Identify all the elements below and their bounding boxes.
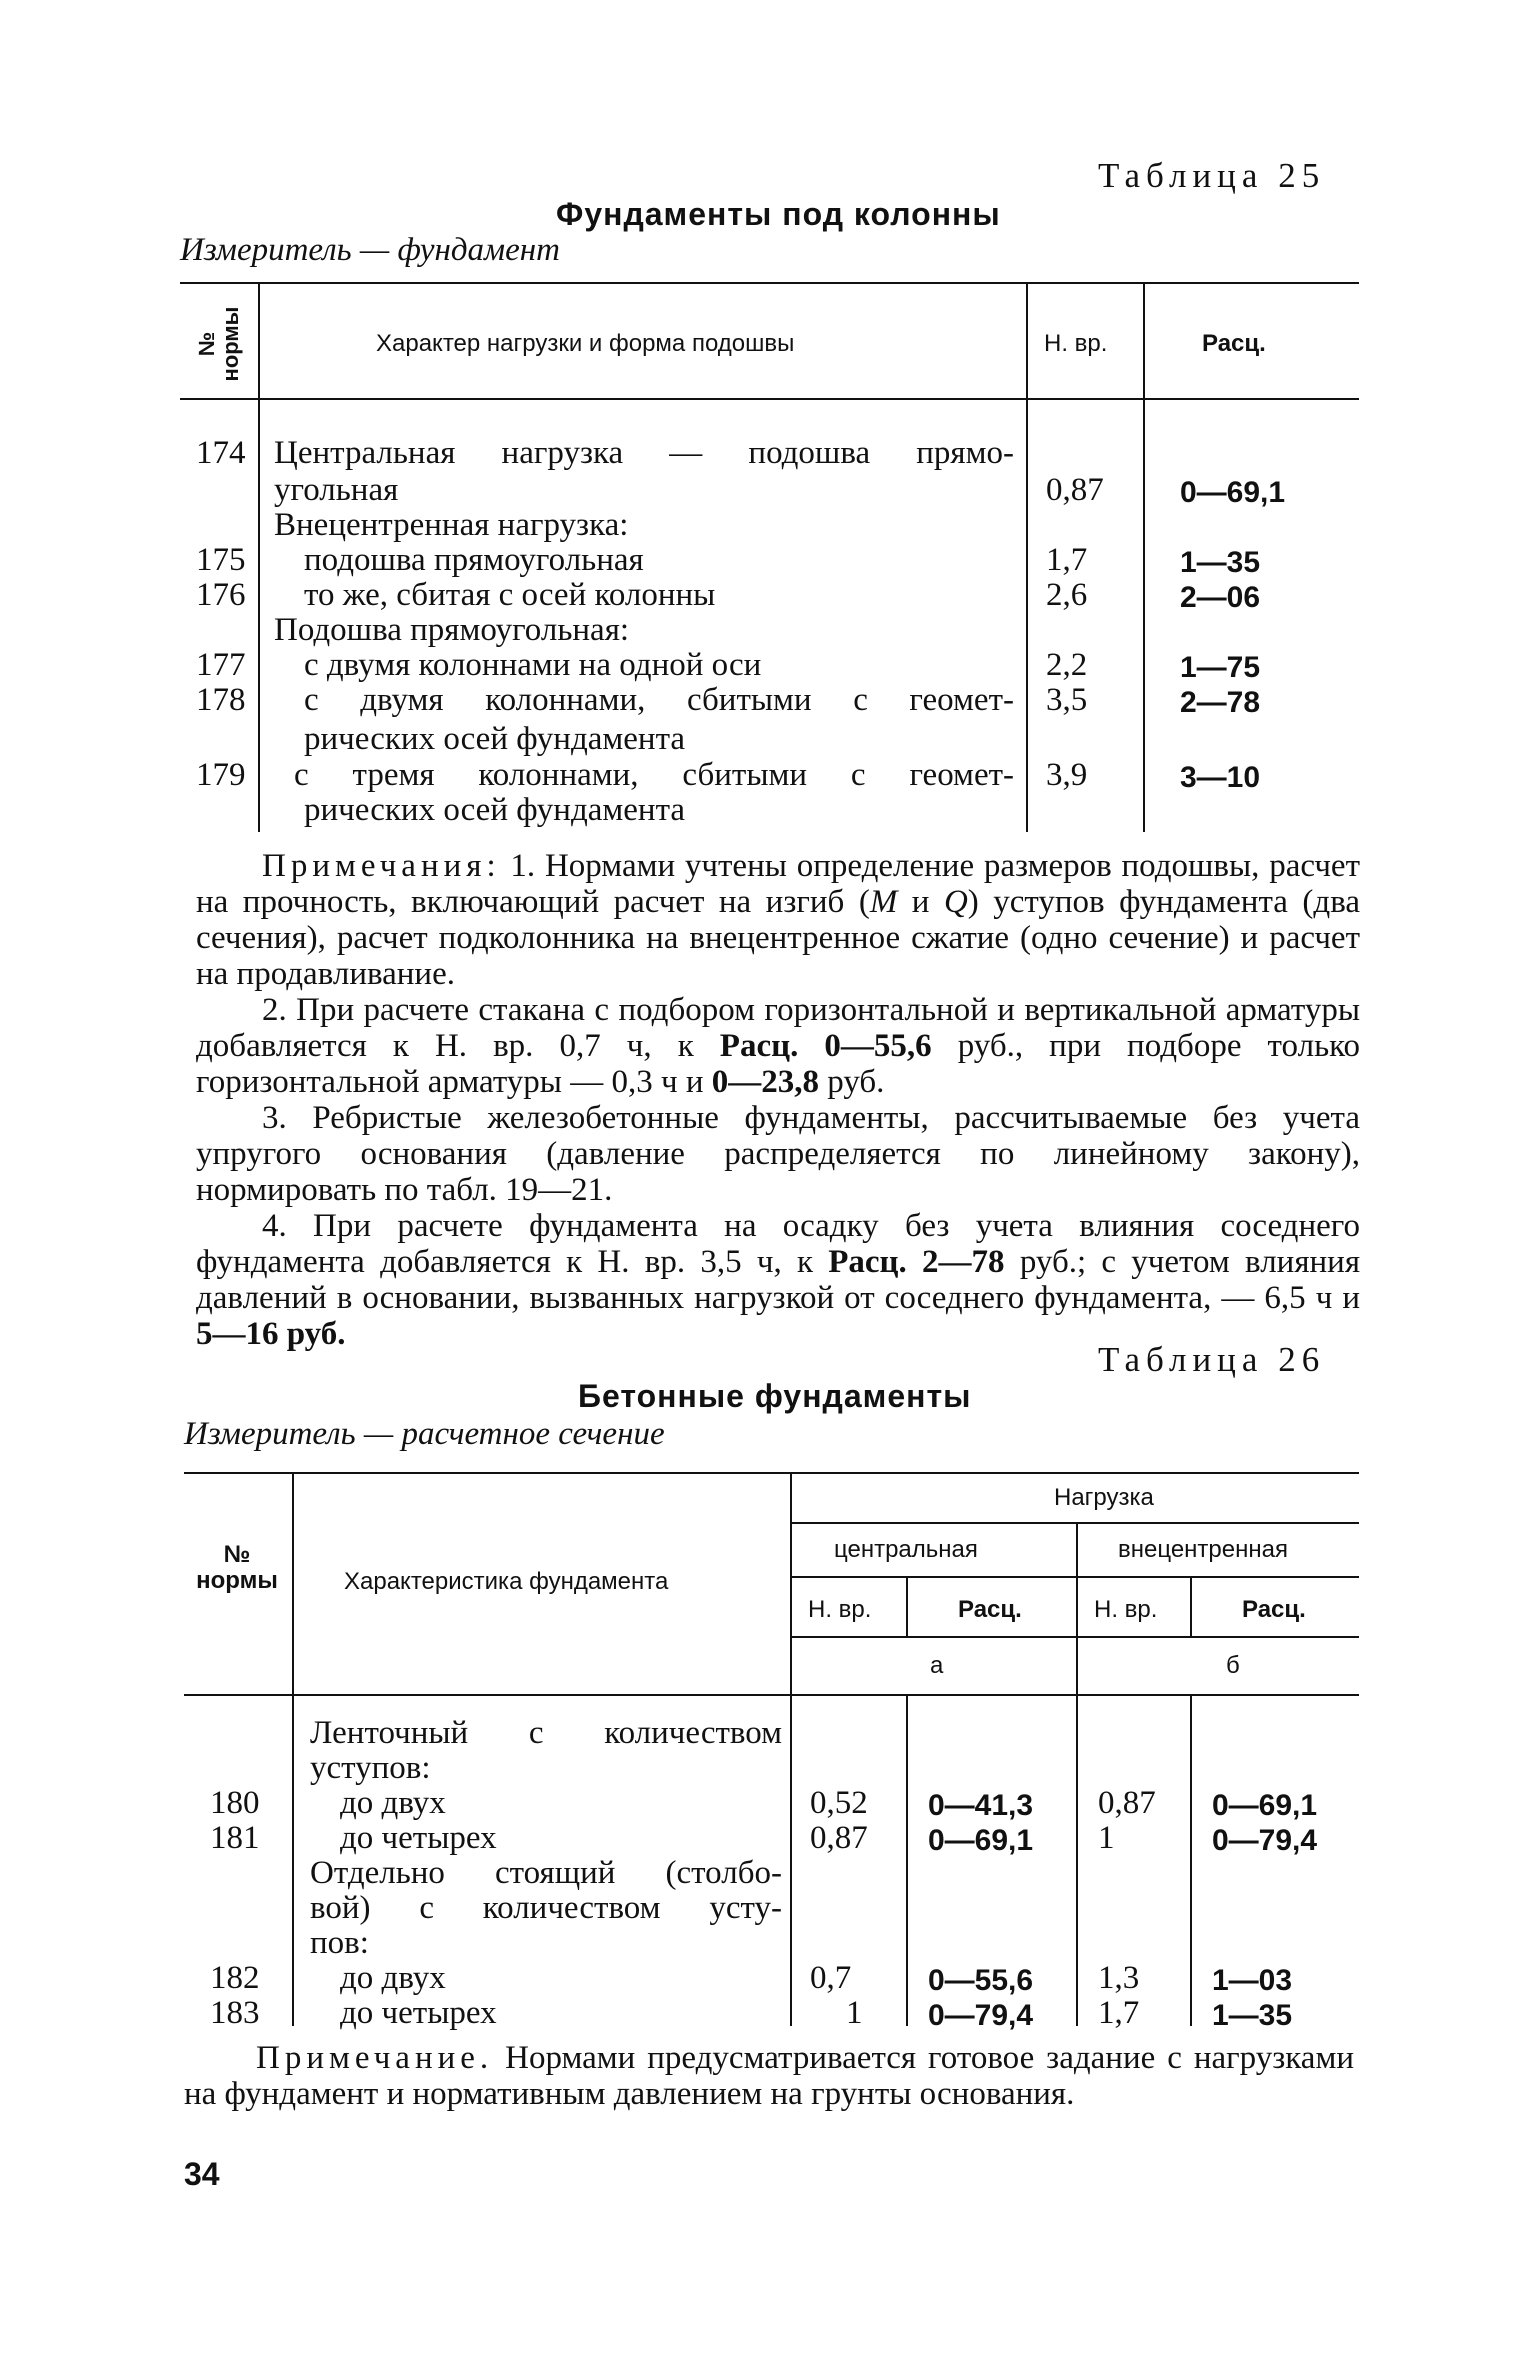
table-row-number: 176 <box>196 577 246 613</box>
table-26-header-rasc-a: Расц. <box>958 1596 1022 1623</box>
table-26-measure: Измеритель — расчетное сечение <box>184 1416 665 1452</box>
table-cell-rasc-central: 0—55,6 <box>928 1964 1034 1997</box>
table-26-divider <box>1076 1524 1078 2026</box>
table-26-header-col-b: б <box>1226 1652 1240 1679</box>
table-cell-nvr: 3,5 <box>1046 682 1088 718</box>
table-cell-description: Внецентренная нагрузка: <box>274 507 629 543</box>
table-row-number: 181 <box>210 1820 260 1856</box>
table-26-divider <box>292 1474 294 2026</box>
table-26-title: Бетонные фундаменты <box>578 1378 972 1414</box>
table-cell-description: до четырех <box>340 1995 497 2031</box>
table-25-header-no: № нормы <box>194 306 243 382</box>
table-25-notes <box>196 848 1360 1352</box>
table-26-subrule <box>790 1576 1359 1578</box>
table-cell-nvr-eccentric: 0,87 <box>1098 1785 1156 1821</box>
table-row-number: 177 <box>196 647 246 683</box>
table-cell-rasc: 1—35 <box>1180 546 1261 579</box>
table-cell-description: угольная <box>274 472 399 508</box>
table-cell-rasc-eccentric: 1—03 <box>1212 1964 1293 1997</box>
table-cell-nvr: 2,2 <box>1046 647 1088 683</box>
table-cell-nvr-central: 1 <box>846 1995 863 2031</box>
table-26-label: Таблица 26 <box>1098 1340 1326 1379</box>
table-cell-description: до четырех <box>340 1820 497 1856</box>
table-row-number: 175 <box>196 542 246 578</box>
table-25-title: Фундаменты под колонны <box>556 196 1001 232</box>
table-26-divider <box>1190 1578 1192 1636</box>
table-25-measure: Измеритель — фундамент <box>180 232 560 268</box>
table-cell-nvr: 0,87 <box>1046 472 1104 508</box>
table-cell-nvr-eccentric: 1,3 <box>1098 1960 1140 1996</box>
table-cell-rasc: 1—75 <box>1180 651 1261 684</box>
table-25-top-rule <box>180 282 1359 284</box>
table-26-subrule <box>790 1636 1359 1638</box>
table-26-header-col-a: а <box>930 1652 944 1679</box>
table-25-header-desc: Характер нагрузки и форма подошвы <box>376 330 795 357</box>
table-cell-nvr-central: 0,87 <box>810 1820 868 1856</box>
table-cell-nvr-eccentric: 1 <box>1098 1820 1115 1856</box>
table-cell-rasc-eccentric: 0—79,4 <box>1212 1824 1318 1857</box>
table-cell-description: с тремя колоннами, сбитыми с геомет- <box>294 757 1014 793</box>
table-26-divider <box>790 1474 792 2026</box>
table-cell-description: с двумя колоннами, сбитыми с геомет- <box>304 682 1014 718</box>
table-26-header-no: № нормы <box>196 1541 278 1594</box>
note-2: 2. При расчете стакана с подбором горизонтальной и вертикальной арматуры добавляется к Н. вр. 0,7 ч, к Расц. 0—55,6 руб., при подборе только горизонтальной арматуры — 0,3 ч и 0—23,8 руб. <box>196 992 1360 1100</box>
table-26-note: Примечание. Нормами предусматривается готовое задание с нагрузками на фундамент и нормативным давлением на грунты основания. <box>184 2040 1354 2112</box>
table-cell-description: подошва прямоугольная <box>304 542 644 578</box>
table-25-header-rule <box>180 398 1359 400</box>
table-cell-rasc-eccentric: 1—35 <box>1212 1999 1293 2032</box>
table-cell-nvr-eccentric: 1,7 <box>1098 1995 1140 2031</box>
table-cell-description: Подошва прямоугольная: <box>274 612 630 648</box>
table-cell-description: вой) с количеством усту- <box>310 1890 782 1926</box>
note-4: 4. При расчете фундамента на осадку без учета влияния соседнего фундамента добавляется к Н. вр. 3,5 ч, к Расц. 2—78 руб.; с учетом влияния давлений в основании, вызванных нагрузкой от соседнего фундамента, — 6,5 ч и 5—16 руб. <box>196 1208 1360 1352</box>
table-25-label: Таблица 25 <box>1098 156 1326 195</box>
table-row-number: 183 <box>210 1995 260 2031</box>
table-cell-description: пов: <box>310 1925 369 1961</box>
table-26-header-central: центральная <box>834 1536 978 1563</box>
table-row-number: 174 <box>196 435 246 471</box>
table-26-divider <box>906 1696 908 2026</box>
table-cell-description: до двух <box>340 1785 446 1821</box>
table-cell-description: до двух <box>340 1960 446 1996</box>
table-26-header-load: Нагрузка <box>1054 1484 1154 1511</box>
table-26-divider <box>1190 1696 1192 2026</box>
table-cell-nvr-central: 0,52 <box>810 1785 868 1821</box>
table-cell-description: Ленточный с количеством <box>310 1715 782 1751</box>
table-26-header-nvr-a: Н. вр. <box>808 1596 872 1623</box>
table-25-divider <box>1026 284 1028 832</box>
table-cell-description: Отдельно стоящий (столбо- <box>310 1855 782 1891</box>
table-26-header-rule <box>184 1694 1359 1696</box>
table-cell-rasc-eccentric: 0—69,1 <box>1212 1789 1318 1822</box>
note-1: Примечания: 1. Нормами учтены определение размеров подошвы, расчет на прочность, включающий расчет на изгиб (M и Q) уступов фундамента (два сечения), расчет подколонника на внецентренное сжатие (одно сечение) и расчет на продавливание. <box>196 848 1360 992</box>
table-26-subrule <box>790 1522 1359 1524</box>
table-cell-rasc: 2—06 <box>1180 581 1261 614</box>
table-cell-rasc-central: 0—69,1 <box>928 1824 1034 1857</box>
table-25-header-nvr: Н. вр. <box>1044 330 1108 357</box>
table-cell-description: рических осей фундамента <box>304 792 686 828</box>
table-cell-nvr: 1,7 <box>1046 542 1088 578</box>
table-cell-description: уступов: <box>310 1750 431 1786</box>
table-26-header-rasc-b: Расц. <box>1242 1596 1306 1623</box>
table-cell-nvr: 2,6 <box>1046 577 1088 613</box>
table-26-header-nvr-b: Н. вр. <box>1094 1596 1158 1623</box>
table-cell-rasc: 2—78 <box>1180 686 1261 719</box>
table-cell-description: с двумя колоннами на одной оси <box>304 647 762 683</box>
table-row-number: 179 <box>196 757 246 793</box>
table-cell-rasc-central: 0—41,3 <box>928 1789 1034 1822</box>
table-26-header-eccentric: внецентренная <box>1118 1536 1288 1563</box>
table-25-divider <box>258 284 260 832</box>
table-row-number: 182 <box>210 1960 260 1996</box>
note-3: 3. Ребристые железобетонные фундаменты, рассчитываемые без учета упругого основания (давление распределяется по линейному закону), нормировать по табл. 19—21. <box>196 1100 1360 1208</box>
table-26-top-rule <box>184 1472 1359 1474</box>
table-26-header-desc: Характеристика фундамента <box>344 1568 669 1595</box>
table-25-header-rasc: Расц. <box>1202 330 1266 357</box>
table-cell-description: рических осей фундамента <box>304 721 686 757</box>
page-number: 34 <box>184 2156 220 2192</box>
table-row-number: 178 <box>196 682 246 718</box>
table-cell-nvr: 3,9 <box>1046 757 1088 793</box>
table-26-divider <box>906 1578 908 1636</box>
table-cell-description: Центральная нагрузка — подошва прямо- <box>274 435 1014 471</box>
table-row-number: 180 <box>210 1785 260 1821</box>
table-cell-description: то же, сбитая с осей колонны <box>304 577 716 613</box>
table-cell-rasc: 0—69,1 <box>1180 476 1286 509</box>
table-cell-rasc-central: 0—79,4 <box>928 1999 1034 2032</box>
table-cell-rasc: 3—10 <box>1180 761 1261 794</box>
table-cell-nvr-central: 0,7 <box>810 1960 852 1996</box>
table-25-divider <box>1143 284 1145 832</box>
